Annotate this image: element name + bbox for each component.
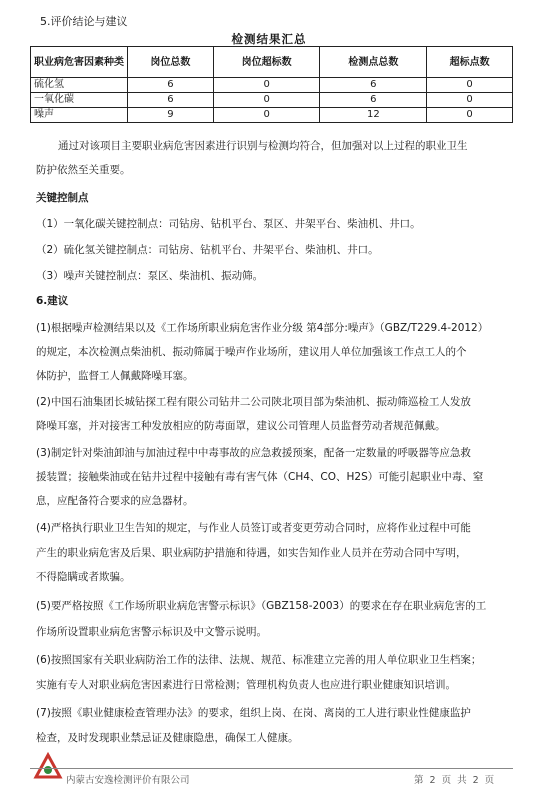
suggestion-line: 体防护，监督工人佩戴降噪耳塞。 [36, 370, 194, 382]
suggestion-line: (2)中国石油集团长城钻探工程有限公司钻井二公司陕北项目部为柴油机、振动筛巡检工人发放 [36, 396, 471, 408]
table-cell: 0 [213, 93, 320, 108]
suggestion-line: 降噪耳塞，并对接害工种发放相应的防毒面罩，建议公司管理人员监督劳动者规范佩戴。 [36, 420, 446, 432]
footer-divider [30, 768, 513, 769]
table-title: 检测结果汇总 [231, 32, 307, 46]
table-cell: 12 [320, 108, 427, 123]
suggestion-line: 援装置；接触柴油或在钻井过程中接触有毒有害气体（CH4、CO、H2S）可能引起职业中毒、窒 [36, 471, 484, 483]
table-row [31, 93, 513, 108]
conclusion-line: 防护依然至关重要。 [36, 164, 131, 176]
table-cell: 一氧化碳 [31, 93, 128, 108]
suggestion-line: 检查，及时发现职业禁忌证及健康隐患，确保工人健康。 [36, 732, 299, 744]
table-cell: 0 [427, 78, 513, 93]
suggestion-line: 息，应配备符合要求的应急器材。 [36, 495, 194, 507]
table-cell: 6 [320, 93, 427, 108]
table-cell: 6 [128, 78, 214, 93]
table-cell: 9 [128, 108, 214, 123]
suggestion-line: (4)严格执行职业卫生告知的规定，与作业人员签订或者变更劳动合同时，应将作业过程中可能 [36, 522, 471, 534]
table-row [31, 78, 513, 93]
section-5-title: 5.评价结论与建议 [40, 15, 128, 28]
table-cell: 硫化氢 [31, 78, 128, 93]
suggestion-line: (6)按照国家有关职业病防治工作的法律、法规、规范、标准建立完善的用人单位职业卫生档案； [36, 654, 482, 666]
key-point-item: （1）一氧化碳关键控制点：司钻房、钻机平台、泵区、井架平台、柴油机、井口。 [36, 218, 421, 230]
suggestion-line: (7)按照《职业健康检查管理办法》的要求，组织上岗、在岗、离岗的工人进行职业性健康监护 [36, 707, 471, 719]
key-points-title: 关键控制点 [36, 192, 89, 204]
company-logo-icon [33, 752, 63, 782]
header-factor: 职业病危害因素种类 [31, 47, 128, 78]
header-point-total: 检测点总数 [320, 47, 427, 78]
suggestion-line: (5)要严格按照《工作场所职业病危害警示标识》（GBZ158-2003）的要求在存在职业病危害的工 [36, 600, 487, 612]
header-point-exceed: 超标点数 [427, 47, 513, 78]
suggestion-line: 实施有专人对职业病危害因素进行日常检测；管理机构负责人也应进行职业健康知识培训。 [36, 679, 456, 691]
section-6-title: 6.建议 [36, 295, 69, 307]
suggestion-line: 不得隐瞒或者欺骗。 [36, 571, 131, 583]
suggestion-line: (3)制定针对柴油卸油与加油过程中中毒事故的应急救援预案，配备一定数量的呼吸器等应急救 [36, 447, 471, 459]
suggestion-line: 作场所设置职业病危害警示标识及中文警示说明。 [36, 626, 267, 638]
table-cell: 6 [128, 93, 214, 108]
suggestion-line: 产生的职业病危害及后果、职业病防护措施和待遇，如实告知作业人员并在劳动合同中写明， [36, 547, 467, 559]
table-row [31, 108, 513, 123]
table-cell: 0 [427, 93, 513, 108]
footer-page-number: 第 2 页 共 2 页 [414, 775, 495, 786]
footer-company-name: 内蒙古安逸检测评价有限公司 [66, 775, 190, 786]
table-cell: 0 [427, 108, 513, 123]
header-post-total: 岗位总数 [128, 47, 214, 78]
table-cell: 0 [213, 78, 320, 93]
suggestion-line: (1)根据噪声检测结果以及《工作场所职业病危害作业分级 第4部分:噪声》（GBZ/T229.4-2012） [36, 322, 489, 334]
table-cell: 6 [320, 78, 427, 93]
suggestion-line: 的规定，本次检测点柴油机、振动筛属于噪声作业场所，建议用人单位加强该工作点工人的个 [36, 346, 467, 358]
results-summary-table [30, 46, 513, 123]
key-point-item: （3）噪声关键控制点：泵区、柴油机、振动筛。 [36, 270, 264, 282]
table-cell: 噪声 [31, 108, 128, 123]
key-point-item: （2）硫化氢关键控制点：司钻房、钻机平台、井架平台、柴油机、井口。 [36, 244, 379, 256]
conclusion-line: 通过对该项目主要职业病危害因素进行识别与检测均符合，但加强对以上过程的职业卫生 [58, 140, 468, 152]
table-header-row [31, 47, 513, 78]
header-post-exceed: 岗位超标数 [213, 47, 320, 78]
table-cell: 0 [213, 108, 320, 123]
